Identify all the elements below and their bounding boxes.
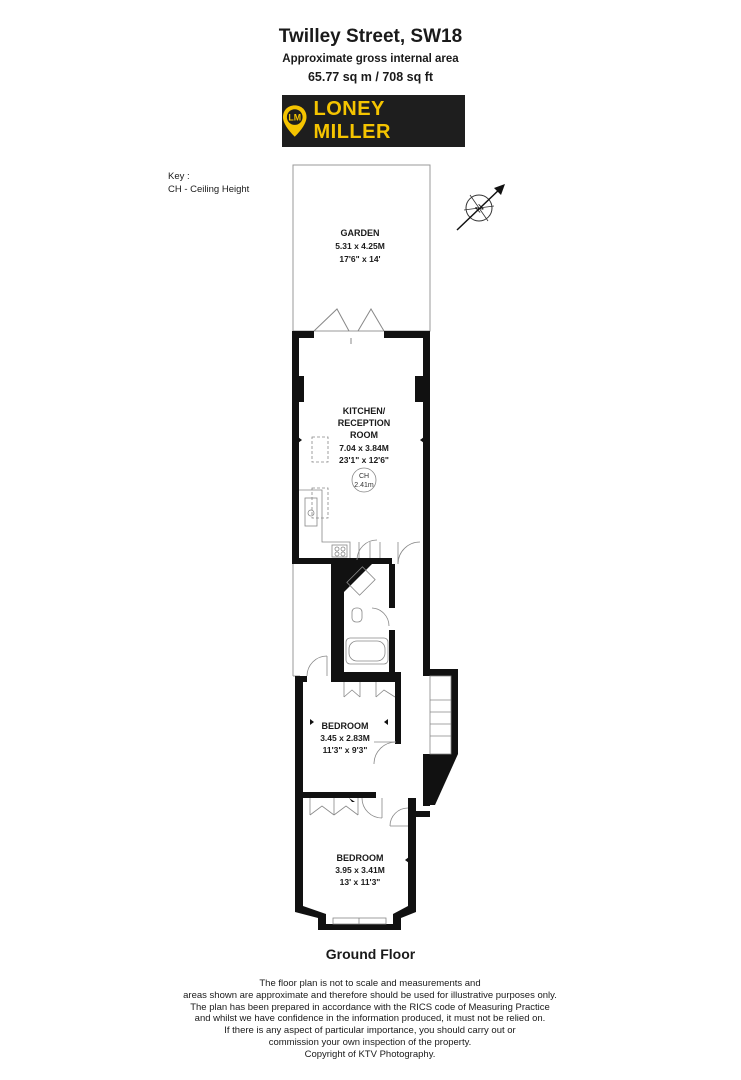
ceiling-height-label: CH [358, 473, 370, 480]
logo-mark: LM [288, 112, 302, 123]
bedroom2-name: BEDROOM [336, 853, 384, 863]
disclaimer-line: Copyright of KTV Photography. [304, 1048, 436, 1060]
kitchen-name-3: ROOM [350, 430, 378, 440]
bedroom1-metric: 3.45 x 2.83M [320, 733, 370, 743]
bedroom1-name: BEDROOM [321, 721, 369, 731]
kitchen-metric: 7.04 x 3.84M [339, 443, 389, 453]
bedroom2-imperial: 13' x 11'3" [339, 877, 381, 887]
disclaimer [170, 978, 570, 1061]
compass-icon [457, 184, 505, 230]
kitchen-name-1: KITCHEN/ [342, 406, 386, 416]
garden-imperial: 17'6" x 14' [339, 254, 381, 264]
kitchen-name-2: RECEPTION [337, 418, 391, 428]
disclaimer-line: The plan has been prepared in accordance with the RICS code of Measuring Practice [190, 1001, 550, 1013]
property-title: Twilley Street, SW18 [278, 26, 463, 47]
garden-metric: 5.31 x 4.25M [335, 241, 385, 251]
bedroom1-imperial: 11'3" x 9'3" [322, 745, 368, 755]
disclaimer-line: The floor plan is not to scale and measurements and [259, 978, 481, 989]
key-heading: Key : [168, 171, 190, 182]
stairs [430, 676, 451, 754]
door-swings [307, 540, 420, 826]
bifold-doors [314, 309, 384, 344]
floor-title: Ground Floor [325, 946, 416, 962]
disclaimer-line: commission your own inspection of the property. [268, 1036, 472, 1048]
compass-letter: N [473, 202, 487, 216]
disclaimer-line: and whilst we have confidence in the information produced, it must not be relied on. [194, 1013, 546, 1025]
garden-name: GARDEN [340, 228, 380, 238]
key-entry: CH - Ceiling Height [168, 184, 250, 195]
ceiling-height-value: 2.41m [354, 482, 374, 489]
disclaimer-line: areas shown are approximate and therefore should be used for illustrative purposes only. [183, 989, 557, 1001]
kitchen-imperial: 23'1" x 12'6" [339, 455, 389, 465]
gross-area: 65.77 sq m / 708 sq ft [307, 70, 434, 84]
area-subtitle: Approximate gross internal area [282, 53, 459, 65]
logo-text: LONEY MILLER [313, 98, 391, 143]
bedroom2-metric: 3.95 x 3.41M [335, 865, 385, 875]
disclaimer-line: If there is any aspect of particular importance, you should carry out or [224, 1025, 516, 1037]
